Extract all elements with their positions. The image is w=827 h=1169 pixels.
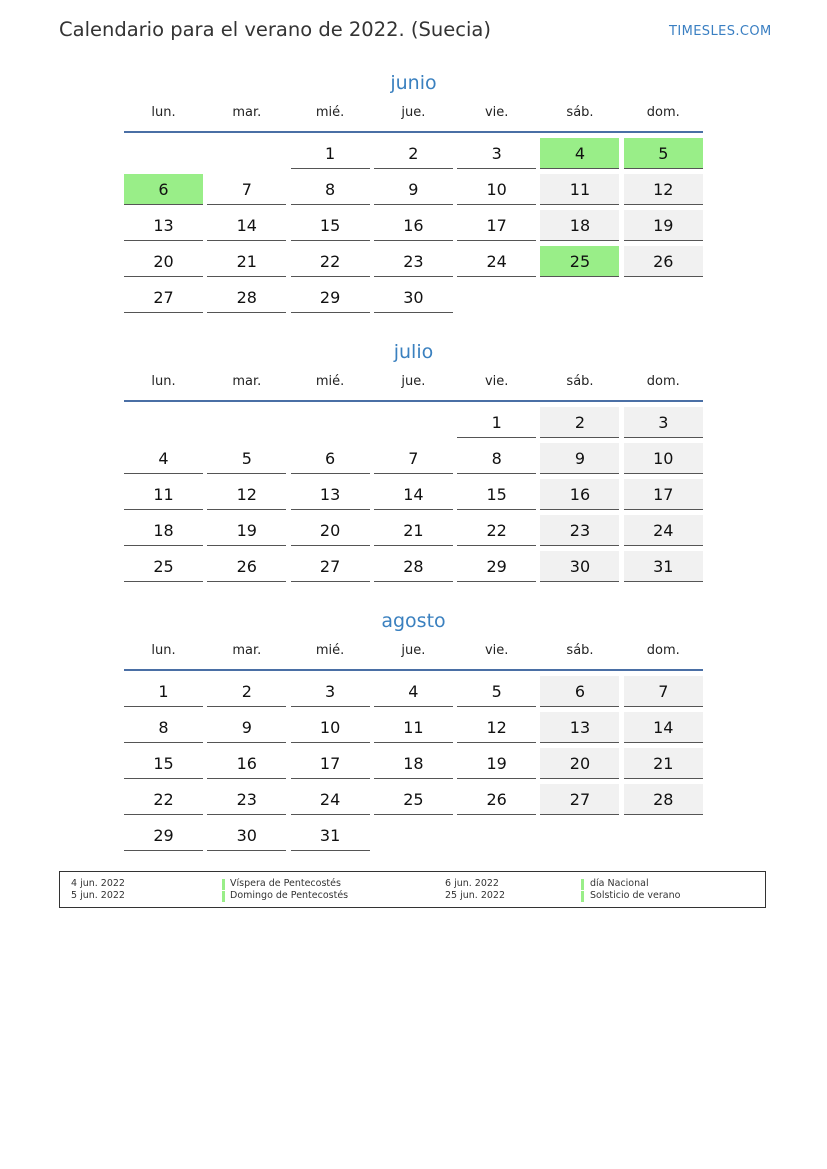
weekday-label: mar. [232,643,262,658]
day-cell: 8 [124,712,203,743]
month-title: julio [393,341,434,363]
holiday-day-cell: 5 [624,138,703,169]
day-cell: 15 [457,479,536,510]
day-cell: 4 [124,443,203,474]
day-cell: 30 [207,820,286,851]
day-cell: 7 [624,676,703,707]
month-calendar-1 [124,339,703,582]
day-grid [124,407,703,582]
day-cell: 17 [624,479,703,510]
day-cell: 24 [457,246,536,277]
day-cell: 1 [457,407,536,438]
legend-color-marker [581,879,584,890]
day-cell: 9 [374,174,453,205]
weekday-label: jue. [401,105,426,120]
weekday-header [124,104,703,122]
empty-cell [124,407,203,438]
day-cell: 16 [207,748,286,779]
day-cell: 5 [207,443,286,474]
day-cell: 14 [624,712,703,743]
weekday-label: vie. [484,643,509,658]
legend-color-marker [222,891,225,902]
day-cell: 30 [374,282,453,313]
day-cell: 2 [207,676,286,707]
weekday-label: mié. [315,105,345,120]
header-divider [124,400,703,402]
day-cell: 8 [457,443,536,474]
day-cell: 27 [124,282,203,313]
weekday-label: sáb. [566,643,594,658]
weekday-label: vie. [484,105,509,120]
weekday-label: vie. [484,374,509,389]
legend-holiday-name: Víspera de Pentecostés [230,878,341,889]
day-cell: 31 [291,820,370,851]
day-cell: 11 [540,174,619,205]
day-cell: 27 [540,784,619,815]
day-cell: 22 [291,246,370,277]
weekday-label: jue. [401,374,426,389]
day-cell: 5 [457,676,536,707]
weekday-label: lun. [151,643,176,658]
empty-cell [374,407,453,438]
day-cell: 14 [374,479,453,510]
day-cell: 22 [124,784,203,815]
day-cell: 22 [457,515,536,546]
day-cell: 19 [624,210,703,241]
day-cell: 13 [291,479,370,510]
holiday-day-cell: 4 [540,138,619,169]
legend-color-marker [581,891,584,902]
day-cell: 7 [374,443,453,474]
day-cell: 29 [124,820,203,851]
day-cell: 27 [291,551,370,582]
day-cell: 14 [207,210,286,241]
day-cell: 6 [291,443,370,474]
legend-date: 4 jun. 2022 [71,878,125,889]
empty-cell [124,138,203,169]
day-cell: 20 [540,748,619,779]
day-grid [124,676,703,851]
day-cell: 26 [624,246,703,277]
holiday-day-cell: 25 [540,246,619,277]
day-cell: 23 [374,246,453,277]
weekday-label: jue. [401,643,426,658]
day-cell: 28 [207,282,286,313]
legend-holiday-name: Domingo de Pentecostés [230,890,349,901]
day-cell: 12 [624,174,703,205]
legend-holiday-name: Solsticio de verano [590,890,681,901]
day-cell: 23 [207,784,286,815]
day-cell: 24 [291,784,370,815]
day-cell: 18 [124,515,203,546]
day-cell: 30 [540,551,619,582]
weekday-label: dom. [646,643,680,658]
day-cell: 9 [207,712,286,743]
weekday-header [124,642,703,660]
header-divider [124,131,703,133]
day-cell: 20 [124,246,203,277]
weekday-label: mié. [315,374,345,389]
day-cell: 29 [457,551,536,582]
empty-cell [291,407,370,438]
weekday-label: sáb. [566,105,594,120]
day-cell: 7 [207,174,286,205]
day-cell: 21 [624,748,703,779]
day-cell: 25 [124,551,203,582]
day-cell: 2 [374,138,453,169]
legend-date: 25 jun. 2022 [445,890,506,901]
day-cell: 3 [291,676,370,707]
month-calendar-2 [124,608,703,851]
day-cell: 9 [540,443,619,474]
day-cell: 11 [124,479,203,510]
legend-holiday-name: día Nacional [590,878,649,889]
day-cell: 15 [124,748,203,779]
day-cell: 1 [124,676,203,707]
day-cell: 23 [540,515,619,546]
day-cell: 19 [457,748,536,779]
day-cell: 29 [291,282,370,313]
weekday-label: mar. [232,374,262,389]
weekday-label: lun. [151,105,176,120]
day-cell: 12 [457,712,536,743]
legend-item [445,890,755,902]
holiday-legend [59,871,766,908]
day-cell: 26 [207,551,286,582]
empty-cell [207,138,286,169]
month-title: agosto [381,610,446,632]
weekday-label: mié. [315,643,345,658]
day-cell: 3 [624,407,703,438]
day-cell: 21 [374,515,453,546]
legend-item [71,890,401,902]
legend-color-marker [222,879,225,890]
weekday-label: lun. [151,374,176,389]
day-cell: 10 [457,174,536,205]
day-cell: 28 [624,784,703,815]
day-cell: 16 [374,210,453,241]
day-cell: 21 [207,246,286,277]
day-cell: 12 [207,479,286,510]
page-title: Calendario para el verano de 2022. (Suecia) [59,18,491,41]
header-divider [124,669,703,671]
empty-cell [207,407,286,438]
holiday-day-cell: 6 [124,174,203,205]
legend-item [445,878,755,890]
day-cell: 11 [374,712,453,743]
day-grid [124,138,703,313]
weekday-label: sáb. [566,374,594,389]
day-cell: 6 [540,676,619,707]
day-cell: 8 [291,174,370,205]
month-title: junio [390,72,437,94]
day-cell: 1 [291,138,370,169]
day-cell: 18 [540,210,619,241]
weekday-header [124,373,703,391]
legend-date: 6 jun. 2022 [445,878,499,889]
day-cell: 13 [124,210,203,241]
day-cell: 20 [291,515,370,546]
day-cell: 17 [457,210,536,241]
weekday-label: mar. [232,105,262,120]
legend-item [71,878,401,890]
day-cell: 18 [374,748,453,779]
day-cell: 25 [374,784,453,815]
day-cell: 4 [374,676,453,707]
day-cell: 31 [624,551,703,582]
legend-date: 5 jun. 2022 [71,890,125,901]
day-cell: 17 [291,748,370,779]
day-cell: 24 [624,515,703,546]
day-cell: 10 [624,443,703,474]
day-cell: 26 [457,784,536,815]
day-cell: 2 [540,407,619,438]
month-calendar-0 [124,70,703,313]
day-cell: 19 [207,515,286,546]
day-cell: 15 [291,210,370,241]
weekday-label: dom. [646,105,680,120]
day-cell: 10 [291,712,370,743]
weekday-label: dom. [646,374,680,389]
day-cell: 16 [540,479,619,510]
day-cell: 3 [457,138,536,169]
brand-link[interactable]: TIMESLES.COM [669,24,772,39]
day-cell: 28 [374,551,453,582]
day-cell: 13 [540,712,619,743]
